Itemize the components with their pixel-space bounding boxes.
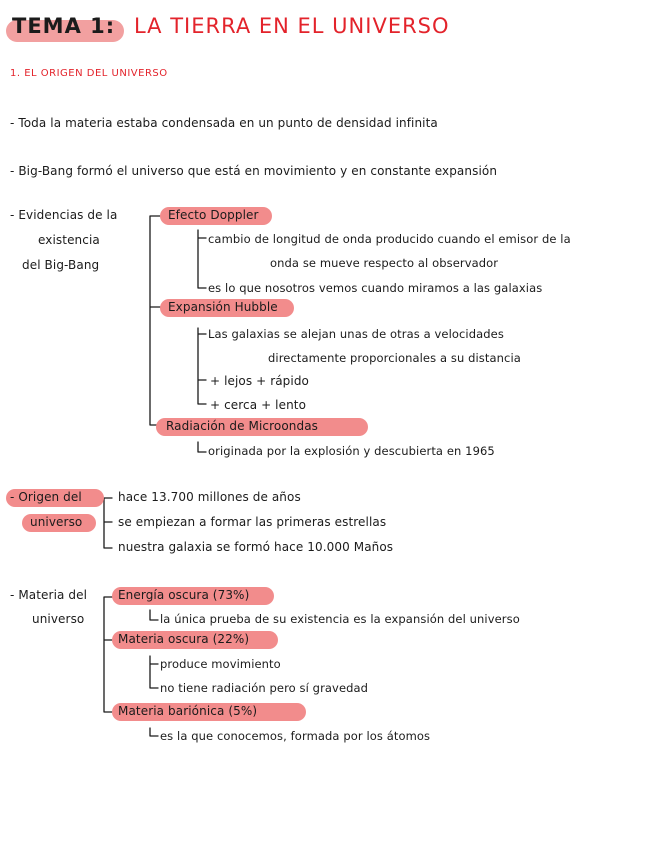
origen-item: hace 13.700 millones de años — [118, 490, 301, 504]
materia-label: - Materia del — [10, 588, 88, 602]
branch-item: onda se mueve respecto al observador — [270, 256, 499, 270]
materia-label: universo — [32, 612, 85, 626]
origen-label: universo — [30, 515, 83, 529]
branch-item: no tiene radiación pero sí gravedad — [160, 681, 369, 695]
evidencias-label: del Big-Bang — [22, 258, 100, 272]
branch-item: cambio de longitud de onda producido cuando el emisor de la — [208, 232, 571, 246]
evidencias-label: existencia — [38, 233, 100, 247]
branch-item: es lo que nosotros vemos cuando miramos a las galaxias — [208, 281, 543, 295]
branch-label-materia-barionica: Materia bariónica (5%) — [118, 704, 258, 718]
branch-item: + cerca + lento — [210, 398, 307, 412]
fact-line: - Big-Bang formó el universo que está en movimiento y en constante expansión — [10, 164, 498, 178]
branch-item: originada por la explosión y descubierta en 1965 — [208, 444, 495, 458]
branch-label-hubble: Expansión Hubble — [168, 300, 278, 314]
branch-label-materia-oscura: Materia oscura (22%) — [118, 632, 250, 646]
branch-item: produce movimiento — [160, 657, 281, 671]
evidencias-label: - Evidencias de la — [10, 208, 118, 222]
branch-item: Las galaxias se alejan unas de otras a velocidades — [208, 327, 504, 341]
branch-label-microondas: Radiación de Microondas — [166, 419, 319, 433]
section-heading: 1. EL ORIGEN DEL UNIVERSO — [10, 68, 168, 79]
branch-item: + lejos + rápido — [210, 374, 309, 388]
branch-item: directamente proporcionales a su distancia — [268, 351, 521, 365]
title-tema: TEMA 1: — [12, 14, 116, 38]
branch-item: la única prueba de su existencia es la expansión del universo — [160, 612, 520, 626]
branch-label-doppler: Efecto Doppler — [168, 208, 259, 222]
origen-item: se empiezan a formar las primeras estrellas — [118, 515, 387, 529]
origen-label: - Origen del — [10, 490, 82, 504]
origen-item: nuestra galaxia se formó hace 10.000 Maños — [118, 540, 394, 554]
branch-label-energia-oscura: Energía oscura (73%) — [118, 588, 250, 602]
fact-line: - Toda la materia estaba condensada en un punto de densidad infinita — [10, 116, 438, 130]
branch-item: es la que conocemos, formada por los átomos — [160, 729, 431, 743]
title-name: LA TIERRA EN EL UNIVERSO — [134, 14, 450, 38]
